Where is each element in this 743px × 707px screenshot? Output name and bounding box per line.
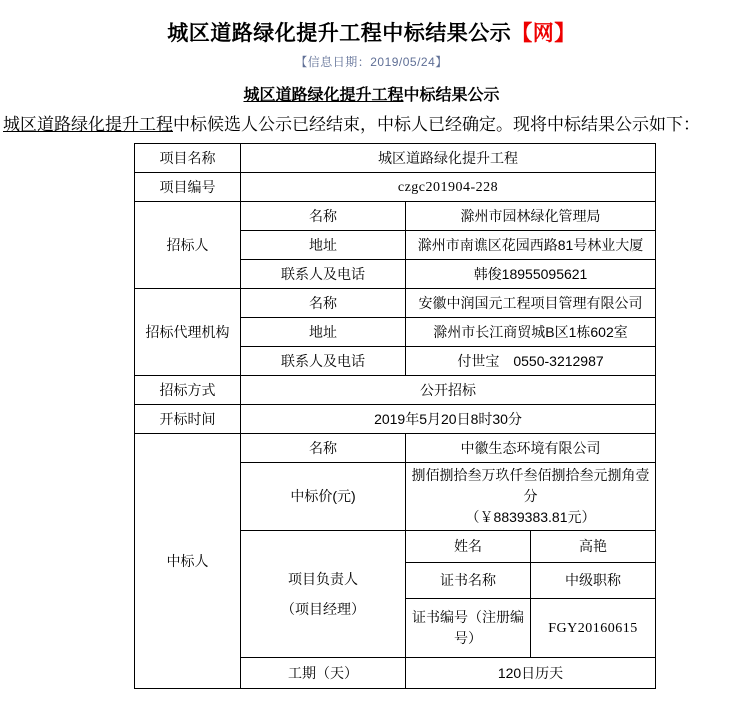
- duration-label: 工期（天）: [241, 658, 406, 689]
- duration-value: 120日历天: [406, 658, 656, 689]
- method-value: 公开招标: [241, 376, 656, 405]
- agency-address-value: 滁州市长江商贸城B区1栋602室: [406, 318, 656, 347]
- tenderee-name-value: 滁州市园林绿化管理局: [406, 202, 656, 231]
- manager-name-value: 高艳: [531, 531, 656, 563]
- project-no-value: czgc201904-228: [241, 173, 656, 202]
- page-title-text: 城区道路绿化提升工程中标结果公示: [167, 22, 512, 45]
- agency-contact-label: 联系人及电话: [241, 347, 406, 376]
- bid-price-figure: （￥8839383.81元）: [465, 509, 596, 526]
- tenderee-contact-value: 韩俊18955095621: [406, 260, 656, 289]
- project-no-label: 项目编号: [135, 173, 241, 202]
- project-name-label: 项目名称: [135, 144, 241, 173]
- agency-name-label: 名称: [241, 289, 406, 318]
- tenderee-address-value: 滁州市南谯区花园西路81号林业大厦: [406, 231, 656, 260]
- tenderee-address-label: 地址: [241, 231, 406, 260]
- result-table: [134, 143, 656, 689]
- winner-name-label: 名称: [241, 434, 406, 463]
- subtitle-project-link[interactable]: 城区道路绿化提升工程: [243, 87, 404, 105]
- tenderee-name-label: 名称: [241, 202, 406, 231]
- subtitle: [0, 82, 743, 105]
- open-time-value: 2019年5月20日8时30分: [241, 405, 656, 434]
- agency-name-value: 安徽中润国元工程项目管理有限公司: [406, 289, 656, 318]
- manager-label: [241, 531, 406, 658]
- agency-contact-value: 付世宝 0550-3212987: [406, 347, 656, 376]
- intro-paragraph: [3, 114, 743, 136]
- agency-label: 招标代理机构: [135, 289, 241, 376]
- open-time-label: 开标时间: [135, 405, 241, 434]
- manager-label-line1: 项目负责人: [288, 571, 358, 588]
- subtitle-rest: 中标结果公示: [403, 87, 500, 105]
- manager-label-line2: （项目经理）: [281, 601, 365, 618]
- winner-label: 中标人: [135, 434, 241, 689]
- winner-name-value: 中徽生态环境有限公司: [406, 434, 656, 463]
- cert-name-label: 证书名称: [406, 563, 531, 599]
- intro-project-link[interactable]: 城区道路绿化提升工程: [3, 115, 173, 135]
- bid-price-words: 捌佰捌拾叁万玖仟叁佰捌拾叁元捌角壹分: [411, 467, 650, 505]
- cert-no-value: FGY20160615: [531, 599, 656, 658]
- page-title: [0, 22, 743, 46]
- tenderee-label: 招标人: [135, 202, 241, 289]
- project-name-value: 城区道路绿化提升工程: [241, 144, 656, 173]
- manager-name-label: 姓名: [406, 531, 531, 563]
- cert-no-label: 证书编号（注册编号）: [406, 599, 531, 658]
- bid-price-label: 中标价(元): [241, 463, 406, 531]
- tenderee-contact-label: 联系人及电话: [241, 260, 406, 289]
- info-date: 【信息日期：2019/05/24】: [295, 55, 448, 70]
- bid-price-value: [406, 463, 656, 531]
- intro-rest: 中标候选人公示已经结束，中标人已经确定。现将中标结果公示如下：: [173, 115, 700, 135]
- announcement-page: [0, 22, 743, 707]
- page-title-tag: 【网】: [511, 22, 576, 45]
- method-label: 招标方式: [135, 376, 241, 405]
- agency-address-label: 地址: [241, 318, 406, 347]
- cert-name-value: 中级职称: [531, 563, 656, 599]
